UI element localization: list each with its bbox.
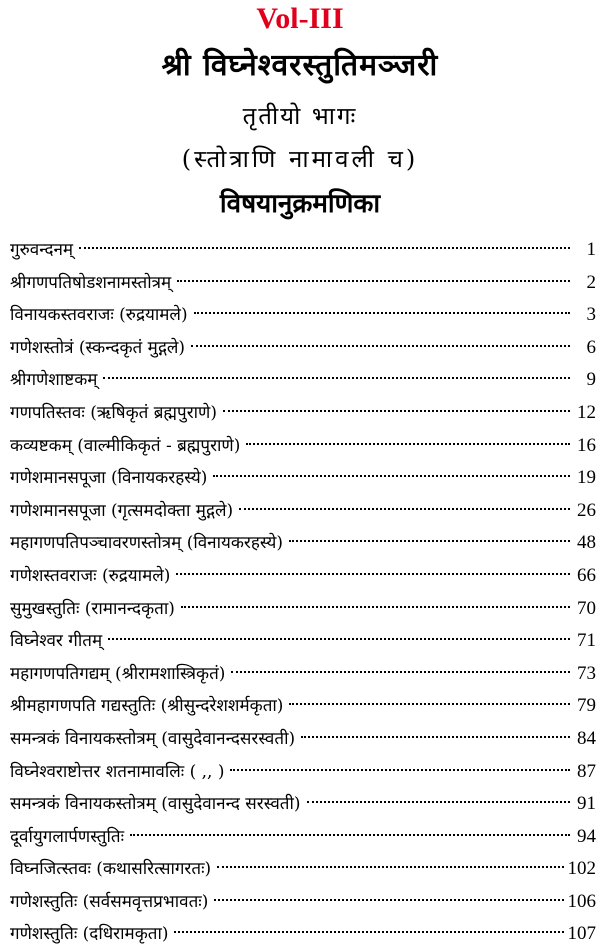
toc-entry-page: 94 (577, 825, 596, 847)
toc-entry (10, 788, 596, 821)
toc-entry (10, 560, 596, 593)
dot-leader (174, 931, 563, 933)
dot-leader (103, 377, 570, 379)
dot-leader (213, 475, 570, 477)
dot-leader (239, 508, 570, 510)
toc-entry-page: 26 (577, 499, 596, 521)
toc-entry (10, 364, 596, 397)
toc-entry-page: 87 (577, 760, 596, 782)
toc-entry-page: 79 (577, 695, 596, 717)
toc-entry (10, 658, 596, 691)
subtitle: (स्तोत्राणि नामावली च) (181, 145, 419, 173)
volume-label: Vol-III (256, 2, 344, 35)
part-label: तृतीयो भागः (242, 102, 358, 130)
dot-leader (177, 280, 570, 282)
toc-entry-title: महागणपतिपञ्चावरणस्तोत्रम् (विनायकरहस्ये) (10, 533, 284, 554)
toc-entry-page: 73 (577, 662, 596, 684)
toc-entry-title: श्रीमहागणपति गद्यस्तुतिः (श्रीसुन्दरेशशर्मकृता) (10, 696, 284, 717)
dot-leader (246, 443, 570, 445)
dot-leader (79, 247, 570, 249)
toc-entry (10, 299, 596, 332)
toc-entry-page: 102 (567, 858, 596, 880)
toc-entry-title: श्रीगणपतिषोडशनामस्तोत्रम् (10, 272, 172, 293)
toc-entry-page: 106 (567, 890, 596, 912)
dot-leader (289, 540, 570, 542)
dot-leader (231, 671, 570, 673)
toc-entry-page: 70 (577, 597, 596, 619)
toc-entry-page: 71 (577, 630, 596, 652)
toc-entry (10, 430, 596, 463)
toc-entry-title: गणेशस्तुतिः (दधिरामकृता) (10, 924, 169, 945)
toc-entry (10, 690, 596, 723)
toc-entry-title: गणेशमानसपूजा (विनायकरहस्ये) (10, 468, 208, 489)
toc-entry-title: गणेशमानसपूजा (गृत्समदोक्ता मुद्गले) (10, 500, 234, 521)
toc-entry (10, 462, 596, 495)
toc-entry-title: विघ्नजित्स्तवः (कथासरित्सागरतः) (10, 859, 212, 880)
toc-entry-title: महागणपतिगद्यम् (श्रीरामशास्त्रिकृतं) (10, 663, 226, 684)
toc-entry-title: विनायकस्तवराजः (रुद्रयामले) (10, 305, 188, 326)
toc-entry-page: 3 (586, 304, 596, 326)
dot-leader (191, 345, 570, 347)
table-of-contents (10, 234, 596, 951)
toc-entry-page: 84 (577, 727, 596, 749)
toc-entry-title: सुमुखस्तुतिः (रामानन्दकृता) (10, 598, 175, 619)
toc-entry-page: 91 (577, 793, 596, 815)
toc-entry (10, 593, 596, 626)
toc-entry-title: श्रीगणेशाष्टकम् (10, 370, 98, 391)
toc-entry-page: 66 (577, 564, 596, 586)
toc-entry-page: 6 (586, 336, 596, 358)
toc-entry-title: विघ्नेश्वराष्टोत्तर शतनामावलिः ( ,, ) (10, 761, 225, 782)
toc-entry-title: गणेशस्तवराजः (रुद्रयामले) (10, 565, 171, 586)
toc-entry (10, 918, 596, 951)
toc-entry (10, 332, 596, 365)
book-title: श्री विघ्नेश्वरस्तुतिमञ्जरी (161, 48, 439, 83)
toc-entry-title: दूर्वायुगलार्पणस्तुतिः (10, 826, 125, 847)
toc-entry-page: 2 (586, 271, 596, 293)
dot-leader (130, 834, 570, 836)
toc-entry-page: 16 (577, 434, 596, 456)
toc-entry (10, 397, 596, 430)
dot-leader (307, 801, 570, 803)
toc-entry-title: विघ्नेश्वर गीतम् (10, 631, 103, 652)
dot-leader (289, 703, 570, 705)
dot-leader (230, 769, 570, 771)
dot-leader (217, 866, 563, 868)
toc-entry (10, 853, 596, 886)
toc-entry-title: गणपतिस्तवः (ऋषिकृतं ब्रह्मपुराणे) (10, 402, 217, 423)
dot-leader (301, 736, 570, 738)
toc-entry (10, 821, 596, 854)
toc-entry-page: 12 (577, 401, 596, 423)
toc-entry-page: 107 (567, 923, 596, 945)
dot-leader (223, 410, 570, 412)
toc-entry (10, 527, 596, 560)
toc-entry-page: 48 (577, 532, 596, 554)
toc-entry (10, 723, 596, 756)
dot-leader (214, 899, 563, 901)
toc-entry-page: 19 (577, 467, 596, 489)
toc-entry-title: गुरुवन्दनम् (10, 240, 74, 260)
toc-entry-page: 9 (586, 369, 596, 391)
toc-entry-page: 1 (586, 239, 596, 260)
toc-entry (10, 756, 596, 789)
toc-entry (10, 234, 596, 267)
dot-leader (194, 312, 570, 314)
contents-heading: विषयानुक्रमणिका (219, 189, 381, 219)
toc-entry (10, 495, 596, 528)
toc-entry (10, 886, 596, 919)
toc-entry-title: गणेशस्तुतिः (सर्वसमवृत्तप्रभावतः) (10, 891, 209, 912)
dot-leader (108, 638, 570, 640)
toc-entry-title: समन्त्रकं विनायकस्तोत्रम् (वासुदेवानन्द सरस्वती) (10, 794, 301, 815)
toc-entry (10, 625, 596, 658)
dot-leader (176, 573, 570, 575)
toc-entry-title: कव्यष्टकम् (वाल्मीकिकृतं - ब्रह्मपुराणे) (10, 435, 241, 456)
toc-entry (10, 267, 596, 300)
dot-leader (181, 606, 570, 608)
toc-entry-title: गणेशस्तोत्रं (स्कन्दकृतं मुद्गले) (10, 337, 186, 358)
toc-entry-title: समन्त्रकं विनायकस्तोत्रम् (वासुदेवानन्दसरस्वती) (10, 728, 296, 749)
